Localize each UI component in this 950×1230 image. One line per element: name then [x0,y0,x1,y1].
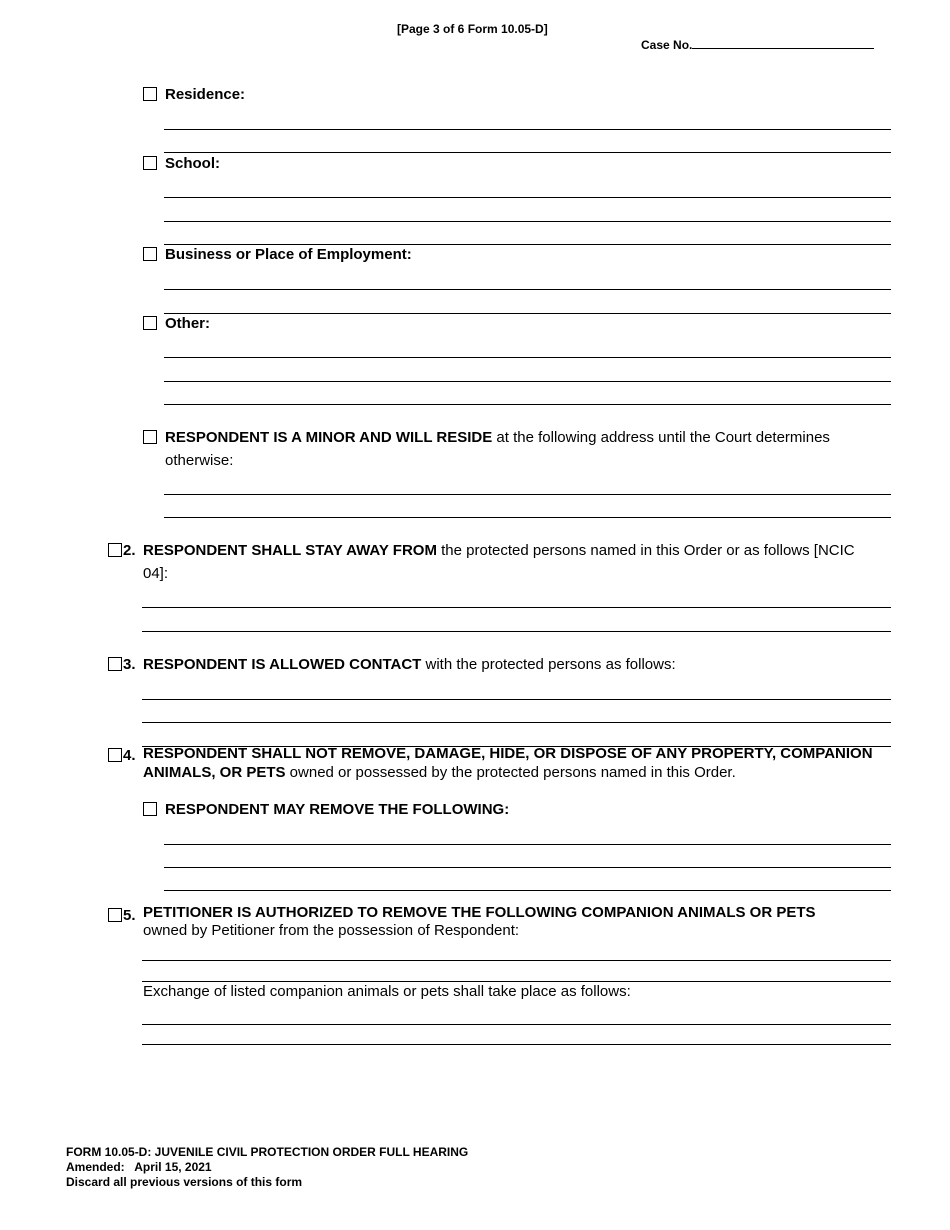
item3-bold: RESPONDENT IS ALLOWED CONTACT [143,656,422,673]
other-label: Other: [165,315,210,332]
minor-address-line[interactable] [164,517,891,518]
form-footer [66,1145,468,1190]
item5-exchange-line[interactable] [142,1044,891,1045]
residence-checkbox[interactable] [143,87,157,101]
business-line[interactable] [164,313,891,314]
item5-checkbox[interactable] [108,908,122,922]
school-line[interactable] [164,221,891,222]
item4-checkbox[interactable] [108,748,122,762]
item4-text [143,744,873,782]
item4-remove-line[interactable] [164,867,891,868]
item3-checkbox[interactable] [108,657,122,671]
item2-text [143,539,858,585]
other-line[interactable] [164,357,891,358]
item5-bold: PETITIONER IS AUTHORIZED TO REMOVE THE FOLLOWING COMPANION ANIMALS OR PETS [143,904,816,921]
item5-text [143,904,883,940]
item4-rest: owned or possessed by the protected persons named in this Order. [285,764,736,781]
item2-bold: RESPONDENT SHALL STAY AWAY FROM [143,542,437,559]
item5-rest: owned by Petitioner from the possession of Respondent: [143,922,520,939]
business-line[interactable] [164,289,891,290]
other-line[interactable] [164,404,891,405]
item4-number: 4. [123,747,136,764]
item4-remove-line[interactable] [164,890,891,891]
item4-remove-line[interactable] [164,844,891,845]
item2-number: 2. [123,542,136,559]
item3-line[interactable] [142,699,891,700]
school-checkbox[interactable] [143,156,157,170]
item5-number: 5. [123,907,136,924]
item2-checkbox[interactable] [108,543,122,557]
footer-form-title: FORM 10.05-D: JUVENILE CIVIL PROTECTION ORDER FULL HEARING [66,1145,469,1159]
case-number-label: Case No. [641,38,693,52]
item3-line[interactable] [142,722,891,723]
item4-remove-label: RESPONDENT MAY REMOVE THE FOLLOWING: [165,801,510,818]
minor-residence-rest: at the following address until the Court determines otherwise: [165,429,830,469]
item4-remove-checkbox[interactable] [143,802,157,816]
item2-line[interactable] [142,607,891,608]
item4-bold: RESPONDENT SHALL NOT REMOVE, DAMAGE, HIDE, OR DISPOSE OF ANY PROPERTY, COMPANION ANIMALS, OR PETS [143,745,873,781]
item3-number: 3. [123,656,136,673]
item5-line[interactable] [142,960,891,961]
item3-text [143,653,883,676]
page-indicator: [Page 3 of 6 Form 10.05-D] [397,22,548,36]
case-number-field[interactable] [692,36,874,49]
case-number [641,36,874,52]
school-line[interactable] [164,197,891,198]
item2-line[interactable] [142,631,891,632]
item2-rest: the protected persons named in this Order or as follows [NCIC 04]: [143,542,855,582]
minor-residence-checkbox[interactable] [143,430,157,444]
minor-residence-bold: RESPONDENT IS A MINOR AND WILL RESIDE [165,429,493,446]
business-label: Business or Place of Employment: [165,246,412,263]
school-label: School: [165,155,220,172]
item5-exchange-text: Exchange of listed companion animals or pets shall take place as follows: [143,983,631,1000]
residence-line[interactable] [164,129,891,130]
residence-line[interactable] [164,152,891,153]
item5-exchange-line[interactable] [142,1024,891,1025]
footer-amended: Amended: April 15, 2021 [66,1160,212,1174]
business-checkbox[interactable] [143,247,157,261]
other-line[interactable] [164,381,891,382]
other-checkbox[interactable] [143,316,157,330]
minor-residence-text [165,426,875,472]
footer-discard: Discard all previous versions of this form [66,1175,303,1189]
residence-label: Residence: [165,86,246,103]
minor-address-line[interactable] [164,494,891,495]
item3-rest: with the protected persons as follows: [421,656,676,673]
